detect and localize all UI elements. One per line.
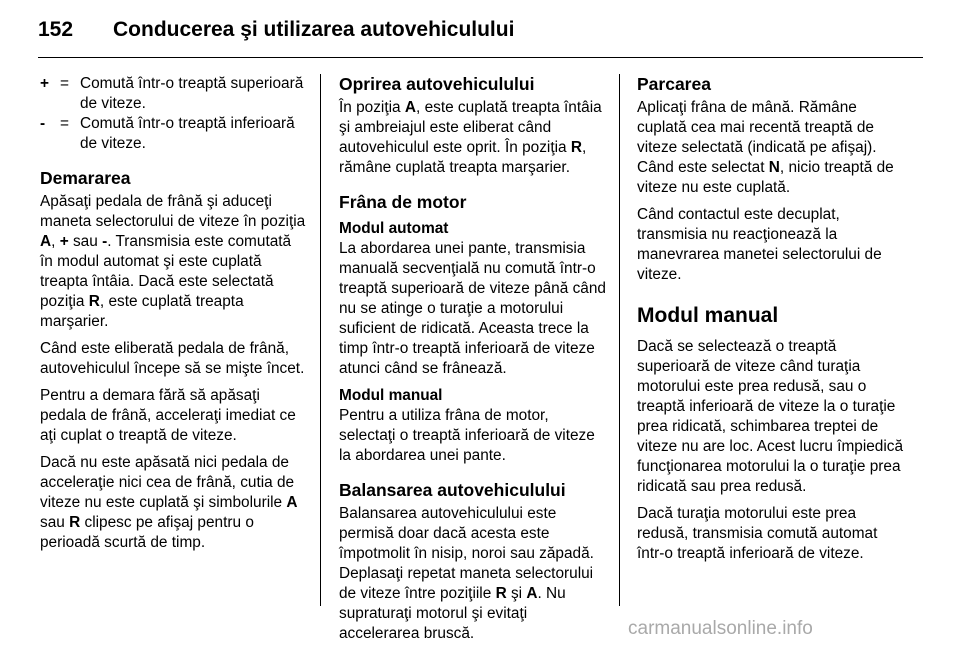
column-right [637,74,905,571]
paragraph: Dacă se selectează o treaptă superioară de viteze când turaţia motorului este prea redusă, sau o treaptă inferioară de viteze la o turaţie prea ridicată, schimbarea treptei de viteze nu are loc. Acest lucru împiedică funcţionarea motorului la o turaţie prea ridicată sau prea redusă. [637,338,904,495]
watermark: carmanualsonline.info [628,618,813,639]
paragraph: Aplicaţi frâna de mână. Rămâne cuplată cea mai recentă treaptă de viteze selectată (indicată pe afişaj). Când este selectat N, nicio treaptă de viteze nu este cuplată. [637,99,894,196]
column-left [40,74,308,560]
page-header [38,18,923,48]
section-heading-parcare: Parcarea [637,74,711,94]
section-heading-modul-manual: Modul manual [637,304,779,327]
paragraph: Dacă nu este apăsată nici pedala de acceleraţie nici cea de frână, cutia de viteze nu este cuplată şi simbolurile A sau R clipesc pe afişaj pentru o perioadă scurtă de timp. [40,454,298,551]
definition-item-plus [40,74,308,114]
paragraph: La abordarea unei pante, transmisia manuală secvenţială nu comută într-o treaptă superioară de viteze până când nu se atinge o turaţie a motorului suficient de ridicată. Aceasta trece la timp într-o treaptă inferioară de viteze atunci când se frânează. [339,240,606,377]
paragraph: Când contactul este decuplat, transmisia nu reacţionează la manevrarea manetei selectorului de viteze. [637,206,882,283]
section-heading-frana: Frâna de motor [339,192,467,212]
paragraph: Când este eliberată pedala de frână, autovehiculul începe să se mişte încet. [40,340,305,377]
definition-text: Comută într-o treaptă inferioară de viteze. [80,115,295,152]
definition-text: Comută într-o treaptă superioară de viteze. [80,75,304,112]
section-heading-balansare: Balansarea autovehiculului [339,480,566,500]
page-title: Conducerea şi utilizarea autovehiculului [113,18,515,41]
subheading-automat: Modul automat [339,220,449,237]
subheading-manual: Modul manual [339,387,443,404]
definition-item-minus [40,114,308,154]
column-divider [619,74,620,606]
column-divider [320,74,321,606]
paragraph: Apăsaţi pedala de frână şi aduceţi maneta selectorului de viteze în poziţia A, + sau -. Transmisia este comutată în modul automat şi este cuplată treapta întâia. Dacă este selectată poziţia R, este cuplată treapta marşarier. [40,193,306,330]
plus-symbol: + [40,75,49,92]
section-heading-demarare: Demararea [40,168,131,188]
equals-sign: = [60,75,69,92]
paragraph: Balansarea autovehiculului este permisă doar dacă acesta este împotmolit în nisip, noroi sau zăpadă. Deplasaţi repetat maneta selectorului de viteze între poziţiile R şi A. Nu supraturaţi motorul şi evitaţi accelerarea bruscă. [339,505,594,642]
page-number: 152 [38,18,74,41]
paragraph: În poziţia A, este cuplată treapta întâia şi ambreiajul este eliberat când autovehiculul este oprit. În poziţia R, rămâne cuplată treapta marşarier. [339,99,602,176]
paragraph: Pentru a demara fără să apăsaţi pedala de frână, acceleraţi imediat ce aţi cuplat o treaptă de viteze. [40,387,296,444]
minus-symbol: - [40,115,46,132]
equals-sign: = [60,115,69,132]
column-middle [339,74,607,651]
paragraph: Dacă turaţia motorului este prea redusă, transmisia comută automat într-o treaptă inferioară de viteze. [637,505,878,562]
paragraph: Pentru a utiliza frâna de motor, selectaţi o treaptă inferioară de viteze la abordarea unei pante. [339,407,595,464]
section-heading-oprire: Oprirea autovehiculului [339,74,535,94]
header-rule [38,57,923,58]
